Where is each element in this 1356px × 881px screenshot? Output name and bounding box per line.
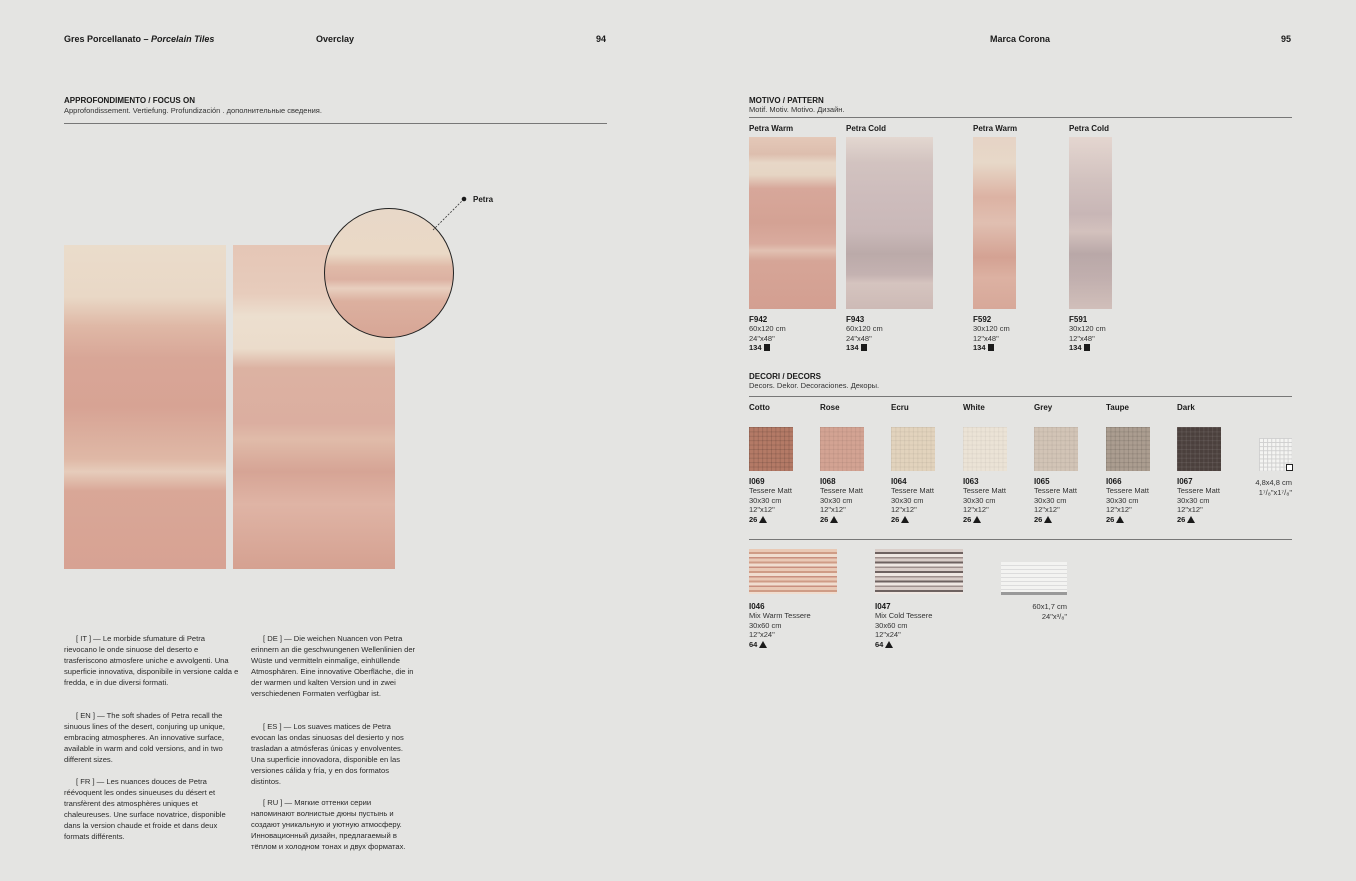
text-en: [ EN ] — The soft shades of Petra recall the sinuous lines of the desert, conjuring up unique, embracing atmospheres. An innovative surface, available in warm and cold versions, and in two different sizes. xyxy=(64,711,225,764)
mix-qty-value: 64 xyxy=(875,639,884,649)
pattern-size-cm: 60x120 cm xyxy=(846,324,883,333)
mix-qty-value: 64 xyxy=(749,639,758,649)
decor-size-in: 12"x12" xyxy=(749,505,775,514)
callout-leader-line xyxy=(430,194,470,234)
decor-info-i069 xyxy=(749,477,792,524)
decor-qty xyxy=(749,515,792,524)
decor-desc: Tessere Matt xyxy=(1034,486,1077,495)
decor-qty-value: 26 xyxy=(963,514,972,524)
decor-name-ecru: Ecru xyxy=(891,403,909,412)
decor-size-in: 12"x12" xyxy=(891,505,917,514)
decor-desc: Tessere Matt xyxy=(891,486,934,495)
pattern-size-cm: 60x120 cm xyxy=(749,324,786,333)
pattern-qty xyxy=(846,343,883,352)
pattern-size-in: 24"x48" xyxy=(846,333,872,343)
triangle-icon xyxy=(830,516,838,523)
decor-swatch-grey xyxy=(1034,427,1078,471)
pattern-subtitle: Motif. Motiv. Motivo. Дизайн. xyxy=(749,105,845,114)
pattern-code: F591 xyxy=(1069,315,1088,324)
mix-cold-tile xyxy=(875,549,963,594)
pattern-name-f943: Petra Cold xyxy=(846,124,887,133)
pattern-code: F592 xyxy=(973,315,992,324)
pattern-code: F943 xyxy=(846,315,865,324)
decor-swatch-ecru xyxy=(891,427,935,471)
decor-size-cm: 30x30 cm xyxy=(1177,495,1210,505)
callout-label: Petra xyxy=(473,195,494,204)
strip-format-icon xyxy=(1001,562,1067,595)
decor-qty-value: 26 xyxy=(1034,514,1043,524)
mix-desc: Mix Cold Tessere xyxy=(875,611,933,620)
decor-size-in: 12"x12" xyxy=(1034,505,1060,514)
pattern-title: MOTIVO / PATTERN xyxy=(749,96,824,105)
decor-qty xyxy=(1177,515,1220,524)
decor-swatch-cotto xyxy=(749,427,793,471)
decors-subtitle: Decors. Dekor. Decoraciones. Декоры. xyxy=(749,381,880,390)
decor-size-in: 12"x12" xyxy=(1106,505,1132,514)
decor-code: I065 xyxy=(1034,477,1050,486)
mix-warm-tile xyxy=(749,549,837,594)
left-page-number: 94 xyxy=(596,34,607,44)
pattern-info-f591 xyxy=(1069,315,1106,352)
decor-desc: Tessere Matt xyxy=(1106,486,1149,495)
decor-info-i063 xyxy=(963,477,1006,524)
pattern-qty-value: 134 xyxy=(846,343,859,352)
pattern-qty-value: 134 xyxy=(749,343,762,352)
pattern-name-f591: Petra Cold xyxy=(1069,124,1110,133)
triangle-icon xyxy=(901,516,909,523)
decor-size-cm: 30x30 cm xyxy=(749,495,782,505)
decor-info-i066 xyxy=(1106,477,1149,524)
text-es: [ ES ] — Los suaves matices de Petra evocan las ondas sinuosas del desierto y nos trasladan a atmósferas únicas y envolventes. Una superficie innovadora, disponible en las versiones cálida y fría, y en dos formatos distintos. xyxy=(251,722,404,786)
decor-size-cm: 30x30 cm xyxy=(1106,495,1139,505)
pattern-qty xyxy=(749,343,786,352)
decor-swatch-taupe xyxy=(1106,427,1150,471)
decor-desc: Tessere Matt xyxy=(1177,486,1220,495)
mix-size-in: 12"x24" xyxy=(875,630,901,639)
decor-qty-value: 26 xyxy=(891,514,900,524)
mix-desc: Mix Warm Tessere xyxy=(749,611,811,620)
decor-name-cotto: Cotto xyxy=(749,403,770,412)
pattern-qty-value: 134 xyxy=(1069,343,1082,352)
module-size-in: 1⁷/₈"x1⁷/₈" xyxy=(1258,488,1292,497)
triangle-icon xyxy=(1044,516,1052,523)
decor-info-i068 xyxy=(820,477,863,524)
pattern-size-cm: 30x120 cm xyxy=(1069,324,1106,333)
triangle-icon xyxy=(1116,516,1124,523)
mix-size-cm: 30x60 cm xyxy=(749,620,782,630)
decor-name-grey: Grey xyxy=(1034,403,1053,412)
pattern-qty xyxy=(973,343,1010,352)
decors-title: DECORI / DECORS xyxy=(749,372,822,381)
decor-size-cm: 30x30 cm xyxy=(820,495,853,505)
square-icon xyxy=(861,344,868,351)
focus-title: APPROFONDIMENTO / FOCUS ON xyxy=(64,96,195,105)
left-header-collection: Overclay xyxy=(316,34,355,44)
focus-subtitle: Approfondissement. Vertiefung. Profundización . дополнительные сведения. xyxy=(64,106,322,115)
pattern-tile-f943 xyxy=(846,137,933,309)
decor-size-in: 12"x12" xyxy=(1177,505,1203,514)
square-icon xyxy=(988,344,995,351)
decors-divider xyxy=(749,396,1292,397)
right-header-brand: Marca Corona xyxy=(990,34,1051,44)
triangle-icon xyxy=(973,516,981,523)
decor-name-taupe: Taupe xyxy=(1106,403,1129,412)
pattern-tile-f592 xyxy=(973,137,1016,309)
decor-desc: Tessere Matt xyxy=(820,486,863,495)
pattern-info-f942 xyxy=(749,315,786,352)
decor-desc: Tessere Matt xyxy=(963,486,1006,495)
decor-swatch-dark xyxy=(1177,427,1221,471)
strip-size-cm: 60x1,7 cm xyxy=(1032,602,1067,611)
decor-size-cm: 30x30 cm xyxy=(891,495,924,505)
decor-qty-value: 26 xyxy=(1106,514,1115,524)
mix-size-in: 12"x24" xyxy=(749,630,775,639)
pattern-info-f592 xyxy=(973,315,1010,352)
decor-qty xyxy=(820,515,863,524)
decor-size-cm: 30x30 cm xyxy=(963,495,996,505)
pattern-size-in: 12"x48" xyxy=(973,333,999,343)
left-header-brand: Gres Porcellanato – Porcelain Tiles xyxy=(64,34,215,44)
triangle-icon xyxy=(885,641,893,648)
text-ru: [ RU ] — Мягкие оттенки серии напоминают волнистые дюны пустынь и создают уникальную и уютную атмосферу. Инновационный дизайн, предлагаемый в тёплом и холодном тонах и двух форматах. xyxy=(251,798,406,851)
decor-name-white: White xyxy=(963,403,985,412)
triangle-icon xyxy=(1187,516,1195,523)
decor-info-i064 xyxy=(891,477,934,524)
decor-info-i067 xyxy=(1177,477,1220,524)
decor-size-in: 12"x12" xyxy=(963,505,989,514)
square-icon xyxy=(1084,344,1091,351)
decor-size-cm: 30x30 cm xyxy=(1034,495,1067,505)
decor-name-rose: Rose xyxy=(820,403,840,412)
decor-info-i065 xyxy=(1034,477,1077,524)
mix-code: I047 xyxy=(875,602,891,611)
decor-qty-value: 26 xyxy=(1177,514,1186,524)
decor-swatch-white xyxy=(963,427,1007,471)
decor-qty xyxy=(1034,515,1077,524)
mix-info-i046 xyxy=(749,602,811,649)
mix-qty xyxy=(749,640,811,649)
pattern-tile-f591 xyxy=(1069,137,1112,309)
pattern-size-in: 24"x48" xyxy=(749,333,775,343)
triangle-icon xyxy=(759,516,767,523)
decor-qty-value: 26 xyxy=(749,514,758,524)
decor-qty xyxy=(963,515,1006,524)
text-it: [ IT ] — Le morbide sfumature di Petra rievocano le onde sinuose del deserto e trasferiscono atmosfere uniche e avvolgenti. Una superficie innovativa, disponibile in versione calda e fredda, e in due diversi formati. xyxy=(64,634,239,687)
mix-qty xyxy=(875,640,932,649)
decor-code: I064 xyxy=(891,477,907,486)
pattern-qty-value: 134 xyxy=(973,343,986,352)
pattern-info-f943 xyxy=(846,315,883,352)
pattern-name-f942: Petra Warm xyxy=(749,124,794,133)
triangle-icon xyxy=(759,641,767,648)
focus-divider xyxy=(64,123,607,124)
text-de: [ DE ] — Die weichen Nuancen von Petra erinnern an die geschwungenen Wellenlinien der Wüste und vermitteln einmalige, einhüllende Atmosphären. Eine innovative Oberfläche, die in der warmen und kalten Version und in zwei verschiedenen Formaten verfügbar ist. xyxy=(251,634,416,698)
mix-info-i047 xyxy=(875,602,932,649)
square-icon xyxy=(764,344,771,351)
left-header-brand-italic: Porcelain Tiles xyxy=(151,34,215,44)
pattern-tile-f942 xyxy=(749,137,836,309)
pattern-qty xyxy=(1069,343,1106,352)
decor-code: I069 xyxy=(749,477,765,486)
decor-size-in: 12"x12" xyxy=(820,505,846,514)
decor-swatch-rose xyxy=(820,427,864,471)
pattern-name-f592: Petra Warm xyxy=(973,124,1018,133)
decor-code: I066 xyxy=(1106,477,1122,486)
right-page-number: 95 xyxy=(1281,34,1292,44)
mix-code: I046 xyxy=(749,602,765,611)
text-fr: [ FR ] — Les nuances douces de Petra réévoquent les ondes sinueuses du désert et transfèrent des atmosphères uniques et chaleureuses. Une surface novatrice, disponible dans la version chaude et froide et dans deux formats différents. xyxy=(64,777,226,841)
decor-code: I067 xyxy=(1177,477,1193,486)
pattern-code: F942 xyxy=(749,315,768,324)
decors-divider-2 xyxy=(749,539,1292,540)
decor-code: I063 xyxy=(963,477,979,486)
decor-desc: Tessere Matt xyxy=(749,486,792,495)
decor-code: I068 xyxy=(820,477,836,486)
mix-size-cm: 30x60 cm xyxy=(875,620,908,630)
decor-qty-value: 26 xyxy=(820,514,829,524)
decor-qty xyxy=(891,515,934,524)
pattern-size-in: 12"x48" xyxy=(1069,333,1095,343)
strip-size-in: 24"x³/₈" xyxy=(1041,612,1067,621)
pattern-size-cm: 30x120 cm xyxy=(973,324,1010,333)
decor-name-dark: Dark xyxy=(1177,403,1195,412)
petra-large-tile-1 xyxy=(64,245,226,569)
module-square-icon xyxy=(1286,464,1293,471)
pattern-divider xyxy=(749,117,1292,118)
decor-qty xyxy=(1106,515,1149,524)
module-size-cm: 4,8x4,8 cm xyxy=(1255,478,1292,487)
